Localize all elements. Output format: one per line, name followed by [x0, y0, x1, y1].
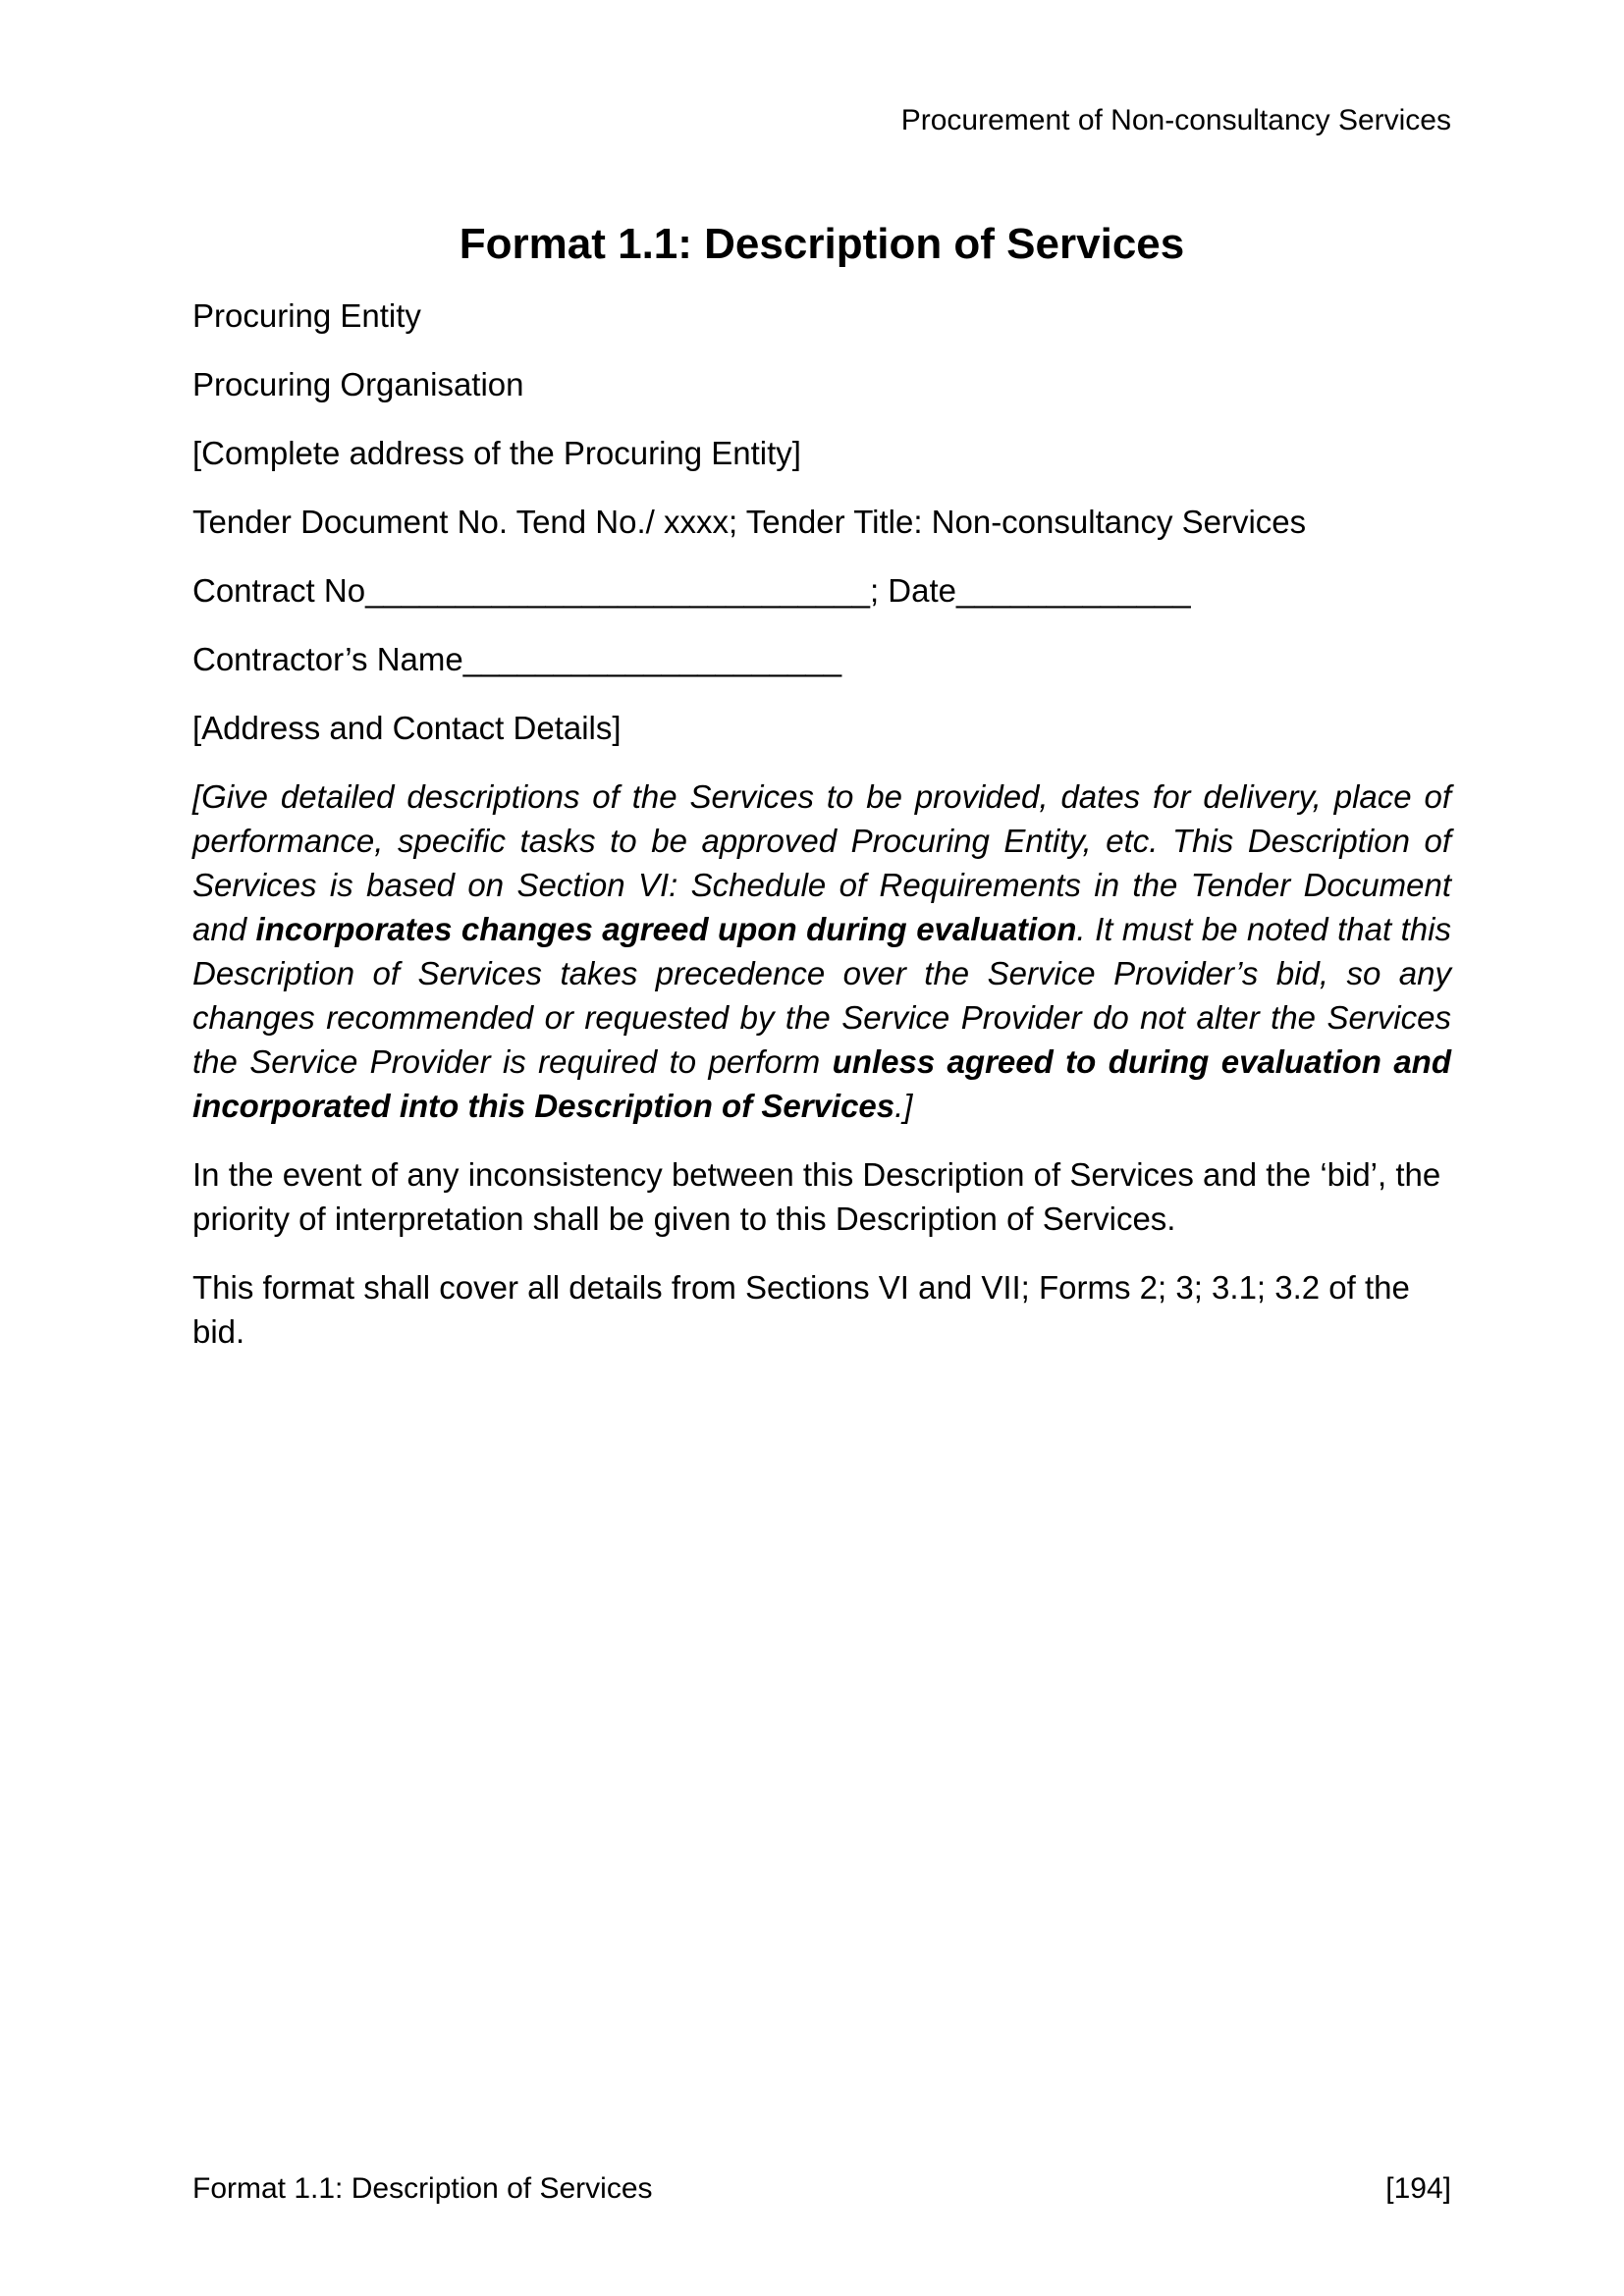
- inconsistency-paragraph: In the event of any inconsistency between this Description of Services and the ‘bid’, the priority of interpretation shall be given to this Description of Services.: [192, 1156, 1450, 1237]
- instructions-part3: .]: [894, 1088, 913, 1124]
- instructions-bold1: incorporates changes agreed upon during evaluation: [255, 911, 1077, 947]
- contract-no-date-line: Contract No____________________________; Date_____________: [192, 572, 1191, 609]
- contact-details-placeholder: [Address and Contact Details]: [192, 710, 622, 746]
- footer-title: Format 1.1: Description of Services: [192, 2172, 653, 2205]
- contractor-name-line: Contractor’s Name_____________________: [192, 641, 842, 677]
- coverage-paragraph: This format shall cover all details from Sections VI and VII; Forms 2; 3; 3.1; 3.2 of the bid.: [192, 1269, 1420, 1350]
- procuring-entity-line: Procuring Entity: [192, 297, 421, 334]
- instructions-part2: . It must be noted that this Description of Services takes precedence over the Service Provider’s bid, so any changes recommended or requested by the Service Provider do not alter the Services the Service Provider is required to perform: [192, 911, 1461, 1080]
- footer-page-number: [194]: [1385, 2172, 1451, 2205]
- procuring-entity-address-placeholder: [Complete address of the Procuring Entity]: [192, 435, 801, 471]
- instructions-paragraph: [192, 774, 1461, 1128]
- page-title: Format 1.1: Description of Services: [459, 220, 1185, 268]
- running-header: Procurement of Non-consultancy Services: [900, 104, 1451, 136]
- page-footer: [192, 2170, 1451, 2208]
- procuring-organisation-line: Procuring Organisation: [192, 366, 524, 402]
- tender-document-line: Tender Document No. Tend No./ xxxx; Tender Title: Non-consultancy Services: [192, 504, 1307, 540]
- instructions-bold2: unless agreed to during evaluation and incorporated into this Description of Services: [192, 1043, 1461, 1124]
- instructions-part1: [Give detailed descriptions of the Services to be provided, dates for delivery, place of performance, specific tasks to be approved Procuring Entity, etc. This Description of Services is based on Section VI: Schedule of Requirements in the Tender Document and: [192, 778, 1461, 947]
